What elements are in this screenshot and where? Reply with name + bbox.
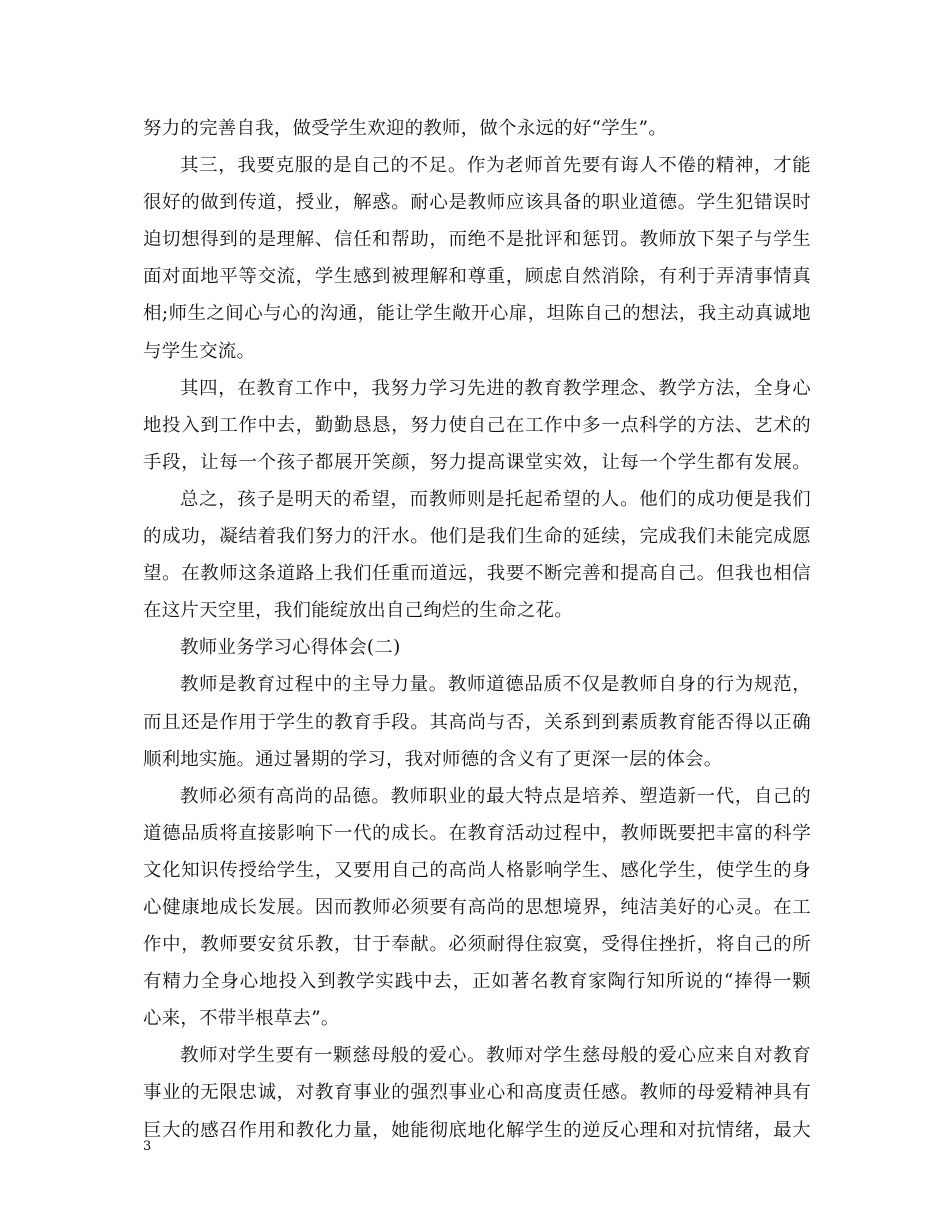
text-line: 在这片天空里，我们能绽放出自己绚烂的生命之花。 xyxy=(143,600,573,622)
text-line: 教师对学生要有一颗慈母般的爱心。教师对学生慈母般的爱心应来自对教育 xyxy=(180,1045,811,1067)
text-line: 心来，不带半根草去”。 xyxy=(143,1008,340,1030)
text-line: 巨大的感召作用和教化力量，她能彻底地化解学生的逆反心理和对抗情绪，最大 xyxy=(143,1119,811,1141)
text-line: 望。在教师这条道路上我们任重而道远，我要不断完善和提高自己。但我也相信 xyxy=(143,563,811,585)
text-line: 努力的完善自我，做受学生欢迎的教师，做个永远的好“学生”。 xyxy=(143,118,668,139)
text-line: 教师是教育过程中的主导力量。教师道德品质不仅是教师自身的行为规范， xyxy=(180,674,811,696)
text-line: 手段，让每一个孩子都展开笑颜，努力提高课堂实效，让每一个学生都有发展。 xyxy=(143,451,811,473)
text-line: 地投入到工作中去，勤勤恳恳，努力使自己在工作中多一点科学的方法、艺术的 xyxy=(143,414,811,436)
text-line: 其三，我要克服的是自己的不足。作为老师首先要有诲人不倦的精神，才能 xyxy=(180,155,811,177)
text-line: 文化知识传授给学生，又要用自己的高尚人格影响学生、感化学生，使学生的身 xyxy=(143,859,811,881)
text-line: 教师必须有高尚的品德。教师职业的最大特点是培养、塑造新一代，自己的 xyxy=(180,785,811,807)
text-line: 很好的做到传道，授业，解惑。耐心是教师应该具备的职业道德。学生犯错误时 xyxy=(143,192,811,214)
text-line: 事业的无限忠诚，对教育事业的强烈事业心和高度责任感。教师的母爱精神具有 xyxy=(143,1082,811,1104)
page-number: 3 xyxy=(143,1139,152,1154)
body-text xyxy=(143,110,811,1149)
text-line: 道德品质将直接影响下一代的成长。在教育活动过程中，教师既要把丰富的科学 xyxy=(143,822,811,844)
text-line: 迫切想得到的是理解、信任和帮助，而绝不是批评和惩罚。教师放下架子与学生 xyxy=(143,229,811,251)
text-line: 与学生交流。 xyxy=(143,340,256,362)
text-line: 的成功，凝结着我们努力的汗水。他们是我们生命的延续，完成我们未能完成愿 xyxy=(143,526,811,548)
text-line: 总之，孩子是明天的希望，而教师则是托起希望的人。他们的成功便是我们 xyxy=(180,488,811,510)
text-line: 教师业务学习心得体会(二) xyxy=(180,637,401,659)
text-line: 有精力全身心地投入到教学实践中去，正如著名教育家陶行知所说的“捧得一颗 xyxy=(143,971,811,993)
text-line: 相;师生之间心与心的沟通，能让学生敞开心扉，坦陈自己的想法，我主动真诚地 xyxy=(143,303,811,325)
text-line: 而且还是作用于学生的教育手段。其高尚与否，关系到到素质教育能否得以正确 xyxy=(143,711,811,733)
text-line: 作中，教师要安贫乐教，甘于奉献。必须耐得住寂寞，受得住挫折，将自己的所 xyxy=(143,934,811,956)
text-line: 其四，在教育工作中，我努力学习先进的教育教学理念、教学方法，全身心 xyxy=(180,377,811,399)
text-line: 心健康地成长发展。因而教师必须要有高尚的思想境界，纯洁美好的心灵。在工 xyxy=(143,896,811,918)
text-line: 顺利地实施。通过暑期的学习，我对师德的含义有了更深一层的体会。 xyxy=(143,748,723,770)
text-line: 面对面地平等交流，学生感到被理解和尊重，顾虑自然消除，有利于弄清事情真 xyxy=(143,266,811,288)
